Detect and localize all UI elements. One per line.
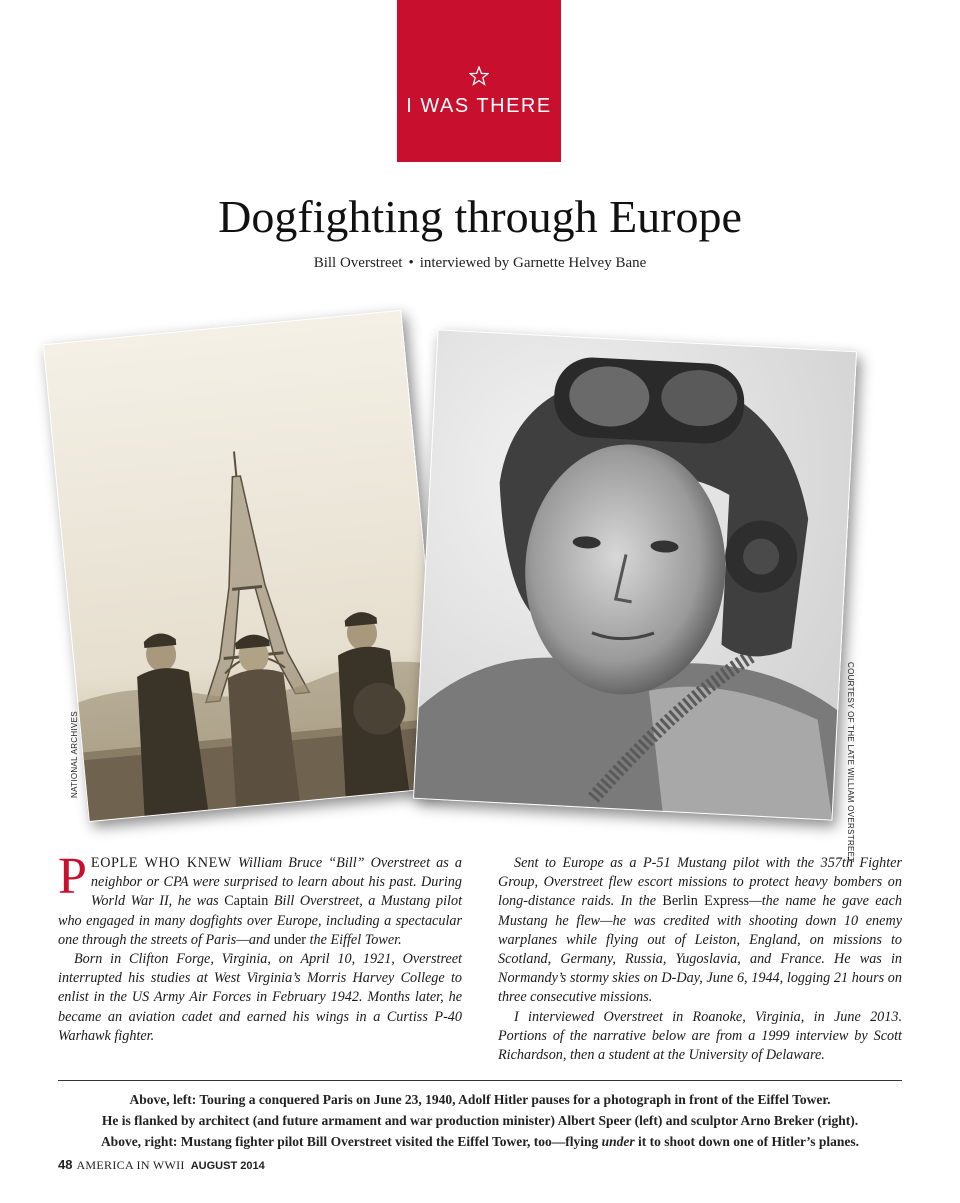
article-paragraph — [58, 848, 463, 950]
caption-line: He is flanked by architect (and future armament and war production minister) Albert Speer (left) and sculptor Arno Breker (right). — [101, 1113, 859, 1128]
article-paragraph — [498, 854, 902, 1008]
paragraph-emphasis: Berlin Express — [662, 893, 750, 910]
photo-pilot-portrait — [413, 329, 857, 820]
section-tab — [397, 0, 561, 162]
photo-credit-right: COURTESY OF THE LATE WILLIAM OVERSTREET — [846, 662, 855, 863]
caption-text: Above, right: Mustang fighter pilot Bill Overstreet visited the Eiffel Tower, too—flying — [100, 1134, 602, 1149]
caption-line — [58, 1131, 902, 1152]
article-column-right — [498, 854, 902, 1065]
lead-in-caps: EOPLE WHO KNEW — [90, 855, 232, 871]
magazine-name: AMERICA IN WWII — [76, 1158, 185, 1172]
article-column-left — [58, 848, 463, 1046]
photo-credit-left: NATIONAL ARCHIVES — [70, 711, 79, 798]
article-paragraph: Born in Clifton Forge, Virginia, on April 10, 1921, Overstreet interrupted his studies at West Virginia’s Morris Harvey College to enlist in the US Army Air Forces in February 1942. Months later, he became an aviation cadet and earned his wings in a Curtiss P-40 Warhawk fighter. — [58, 951, 462, 1044]
drop-cap: P — [58, 848, 87, 905]
photo-caption — [58, 1089, 902, 1152]
caption-text: it to shoot down one of Hitler’s planes. — [634, 1134, 860, 1149]
byline-separator: • — [408, 255, 414, 271]
article-paragraph: I interviewed Overstreet in Roanoke, Virginia, in June 2013. Portions of the narrative below are from a 1999 interview by Scott Richardson, then a student at the University of Delaware. — [498, 1008, 902, 1064]
article-title: Dogfighting through Europe — [218, 191, 742, 242]
paragraph-text: William Bruce “Bill” Overstreet as a neighbor or CPA were surprised to learn about his past. During World War II, he was — [90, 855, 462, 910]
caption-emphasis: under — [601, 1134, 635, 1149]
caption-divider — [58, 1080, 902, 1081]
page-footer — [58, 1157, 265, 1173]
star-icon — [397, 66, 561, 86]
caption-line: Above, left: Touring a conquered Paris on June 23, 1940, Adolf Hitler pauses for a photograph in front of the Eiffel Tower. — [129, 1092, 831, 1107]
paragraph-text: the Eiffel Tower. — [306, 931, 402, 948]
paragraph-emphasis: under — [273, 931, 307, 948]
paragraph-text: Sent to Europe as a P-51 Mustang pilot with the 357th Fighter Group, Overstreet flew escort missions to protect heavy bombers on long-distance raids. In the — [498, 855, 902, 910]
page-number: 48 — [58, 1157, 73, 1172]
byline-author: Bill Overstreet — [313, 255, 403, 271]
paragraph-emphasis: Captain — [224, 893, 269, 910]
byline — [0, 255, 960, 272]
byline-interviewer: interviewed by Garnette Helvey Bane — [419, 255, 647, 271]
paragraph-text: Bill Overstreet, a Mustang pilot who engaged in many dogfights over Europe, including a spectacular one through the streets of Paris—and — [58, 893, 463, 948]
photo-eiffel-tower — [43, 310, 447, 822]
section-label: I WAS THERE — [406, 95, 552, 117]
issue-date: AUGUST 2014 — [190, 1160, 265, 1172]
paragraph-text: —the name he gave each Mustang he flew—he was credited with shooting down 10 enemy warplanes while flying out of Leiston, England, on missions to Scotland, Germany, Russia, Yugoslavia, and France. He was in Normandy’s stormy skies on D-Day, June 6, 1944, logging 21 hours on three consecutive missions. — [498, 893, 902, 1006]
